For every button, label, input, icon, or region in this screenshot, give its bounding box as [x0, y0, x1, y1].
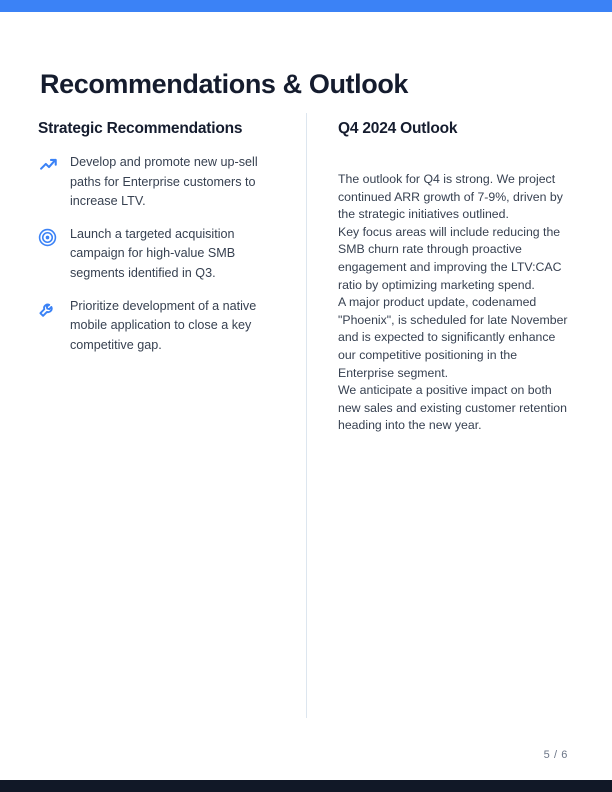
outlook-section [338, 118, 574, 435]
wrench-icon [38, 300, 60, 319]
column-divider [306, 113, 307, 718]
outlook-paragraph: The outlook for Q4 is strong. We project continued ARR growth of 7-9%, driven by the strategic initiatives outlined. [338, 172, 563, 222]
outlook-heading: Q4 2024 Outlook [338, 120, 458, 137]
list-item [38, 153, 283, 212]
top-accent-bar [0, 0, 612, 12]
outlook-paragraph: Key focus areas will include reducing the SMB churn rate through proactive engagement and improving the LTV:CAC ratio by optimizing marketing spend. [338, 224, 562, 292]
strategic-recommendations-section [38, 118, 283, 368]
recommendations-list [38, 153, 283, 355]
list-item [38, 297, 283, 356]
strategic-recommendations-heading: Strategic Recommendations [38, 120, 243, 137]
target-icon [38, 228, 60, 247]
outlook-paragraph: We anticipate a positive impact on both new sales and existing customer retention heading into the new year. [338, 383, 567, 433]
recommendation-text: Prioritize development of a native mobile application to close a key competitive gap. [70, 298, 257, 352]
page-title: Recommendations & Outlook [40, 69, 409, 100]
recommendation-text: Launch a targeted acquisition campaign for high-value SMB segments identified in Q3. [70, 226, 236, 280]
bottom-footer-bar [0, 780, 612, 792]
trending-up-icon [38, 156, 60, 175]
recommendation-text: Develop and promote new up-sell paths for Enterprise customers to increase LTV. [70, 155, 258, 209]
list-item [38, 225, 283, 284]
outlook-paragraph: A major product update, codenamed "Phoenix", is scheduled for late November and is expected to significantly enhance our competitive positioning in the Enterprise segment. [338, 295, 568, 380]
page-indicator: 5 / 6 [543, 749, 568, 761]
